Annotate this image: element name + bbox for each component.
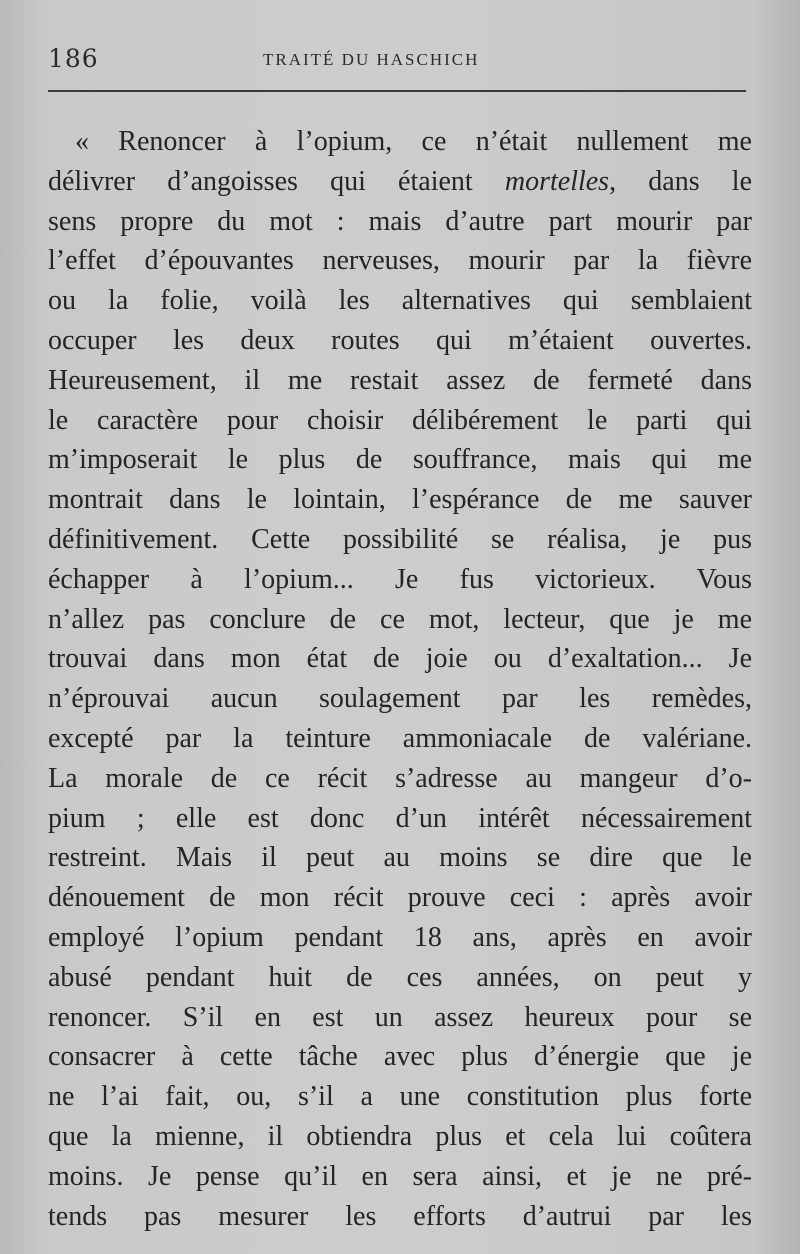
text-line-8: le caractère pour choisir délibérement le parti qui: [48, 404, 752, 436]
text-line-9: m’imposerait le plus de souffrance, mais qui me: [48, 444, 752, 476]
text-line-4: l’effet d’épouvantes nerveuses, mourir par la fièvre: [48, 245, 752, 277]
body-text: [48, 122, 752, 1236]
text-line-2-start: délivrer d’angoisses qui étaient: [48, 165, 473, 197]
page-number: 186: [48, 44, 99, 73]
text-line-21: employé l’opium pendant 18 ans, après en avoir: [48, 921, 752, 953]
text-line-1: « Renoncer à l’opium, ce n’était nullement me: [75, 126, 752, 157]
italic-word: mortelles: [504, 165, 610, 197]
text-line-26: que la mienne, il obtiendra plus et cela lui coûtera: [48, 1120, 752, 1152]
text-line-25: ne l’ai fait, ou, s’il a une constitution plus forte: [48, 1081, 752, 1113]
text-line-11: définitivement. Cette possibilité se réalisa, je pus: [48, 523, 752, 555]
text-line-24: consacrer à cette tâche avec plus d’énergie que je: [48, 1041, 752, 1073]
text-line-12: échapper à l’opium... Je fus victorieux. Vous: [48, 563, 752, 595]
text-line-19: restreint. Mais il peut au moins se dire que le: [48, 842, 752, 874]
text-line-23: renoncer. S’il en est un assez heureux pour se: [48, 1001, 752, 1033]
text-line-2-end: , dans le: [609, 165, 752, 197]
text-line-27: moins. Je pense qu’il en sera ainsi, et je ne pré-: [48, 1160, 752, 1192]
text-line-5: ou la folie, voilà les alternatives qui semblaient: [48, 285, 752, 317]
text-line-10: montrait dans le lointain, l’espérance de me sauver: [48, 484, 752, 516]
text-line-20: dénouement de mon récit prouve ceci : après avoir: [48, 882, 752, 914]
text-line-16: excepté par la teinture ammoniacale de valériane.: [48, 722, 752, 754]
text-line-18: pium ; elle est donc d’un intérêt nécessairement: [48, 802, 752, 834]
header-rule: [48, 90, 746, 92]
text-line-22: abusé pendant huit de ces années, on peut y: [48, 961, 752, 993]
running-title: TRAITÉ DU HASCHICH: [263, 50, 480, 69]
text-line-2: [48, 162, 752, 202]
text-line-14: trouvai dans mon état de joie ou d’exaltation... Je: [48, 643, 752, 675]
text-line-17: La morale de ce récit s’adresse au mangeur d’o-: [48, 762, 752, 794]
text-line-15: n’éprouvai aucun soulagement par les remèdes,: [48, 683, 752, 715]
running-head: [48, 44, 748, 80]
text-line-13: n’allez pas conclure de ce mot, lecteur, que je me: [48, 603, 752, 635]
text-line-7: Heureusement, il me restait assez de fermeté dans: [48, 364, 752, 396]
text-line-3: sens propre du mot : mais d’autre part mourir par: [48, 205, 752, 237]
text-line-6: occuper les deux routes qui m’étaient ouvertes.: [48, 324, 752, 356]
text-line-28: tends pas mesurer les efforts d’autrui par les: [48, 1200, 752, 1232]
